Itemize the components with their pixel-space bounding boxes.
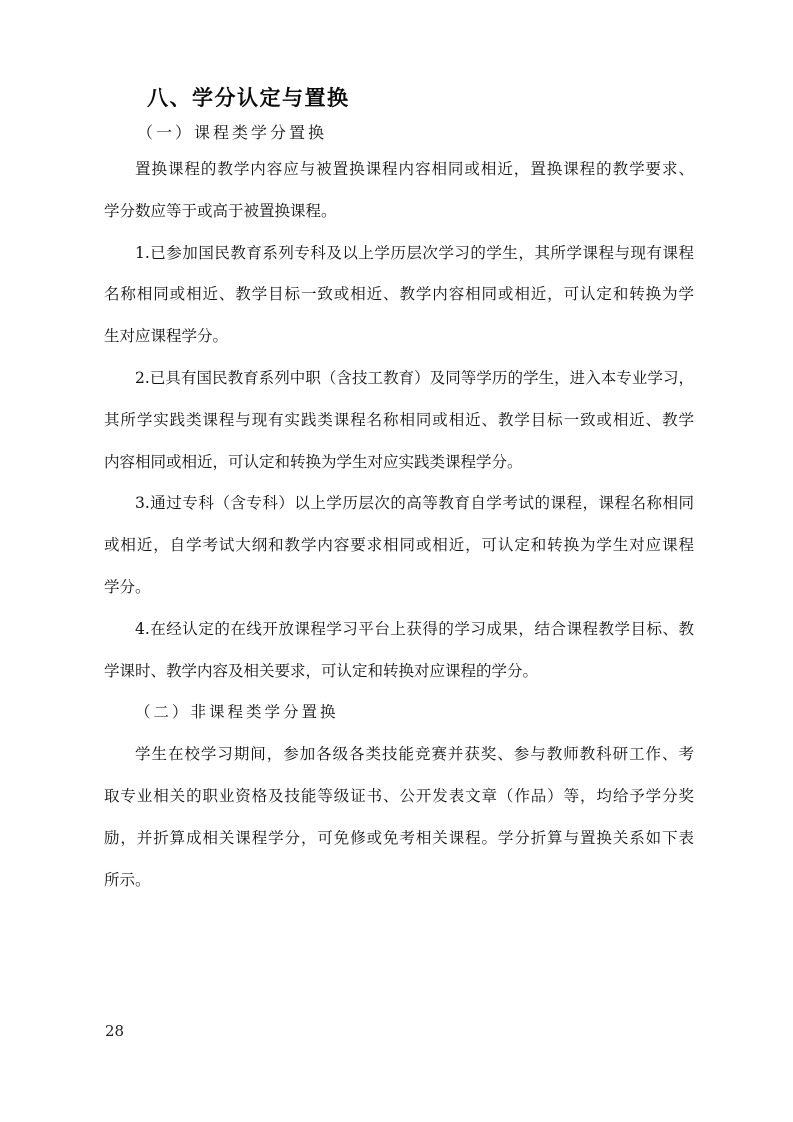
paragraph-line: 取专业相关的职业资格及技能等级证书、公开发表文章（作品）等，均给予学分奖 (104, 786, 694, 805)
paragraph-line: 学生在校学习期间，参加各级各类技能竞赛并获奖、参与教师教科研工作、考 (135, 745, 694, 764)
paragraph-line: 或相近，自学考试大纲和教学内容要求相同或相近，可认定和转换为学生对应课程 (104, 536, 694, 555)
body-text-block (104, 149, 694, 901)
section-1-heading: （一）课程类学分置换 (137, 123, 328, 142)
paragraph-line: 所示。 (104, 870, 151, 889)
paragraph-line: 学分。 (104, 577, 151, 596)
paragraph-line: 4.在经认定的在线开放课程学习平台上获得的学习成果，结合课程教学目标、教 (135, 619, 694, 638)
section-2-heading: （二）非课程类学分置换 (135, 703, 339, 722)
paragraph-line: 内容相同或相近，可认定和转换为学生对应实践类课程学分。 (104, 452, 523, 471)
paragraph-line: 其所学实践类课程与现有实践类课程名称相同或相近、教学目标一致或相近、教学 (104, 410, 694, 429)
paragraph-line: 3.通过专科（含专科）以上学历层次的高等教育自学考试的课程，课程名称相同 (135, 494, 694, 513)
paragraph-line: 1.已参加国民教育系列专科及以上学历层次学习的学生，其所学课程与现有课程 (135, 243, 694, 262)
paragraph-line: 学课时、教学内容及相关要求，可认定和转换对应课程的学分。 (104, 661, 539, 680)
paragraph-line: 2.已具有国民教育系列中职（含技工教育）及同等学历的学生，进入本专业学习， (135, 368, 694, 387)
paragraph-line: 励，并折算成相关课程学分，可免修或免考相关课程。学分折算与置换关系如下表 (104, 828, 694, 847)
paragraph-line: 学分数应等于或高于被置换课程。 (104, 201, 337, 220)
document-title: 八、学分认定与置换 (147, 86, 350, 110)
page-number: 28 (105, 1022, 125, 1040)
paragraph-line: 名称相同或相近、教学目标一致或相近、教学内容相同或相近，可认定和转换为学 (104, 285, 694, 304)
paragraph-line: 生对应课程学分。 (104, 327, 229, 346)
paragraph-line: 置换课程的教学内容应与被置换课程内容相同或相近，置换课程的教学要求、 (135, 160, 694, 178)
